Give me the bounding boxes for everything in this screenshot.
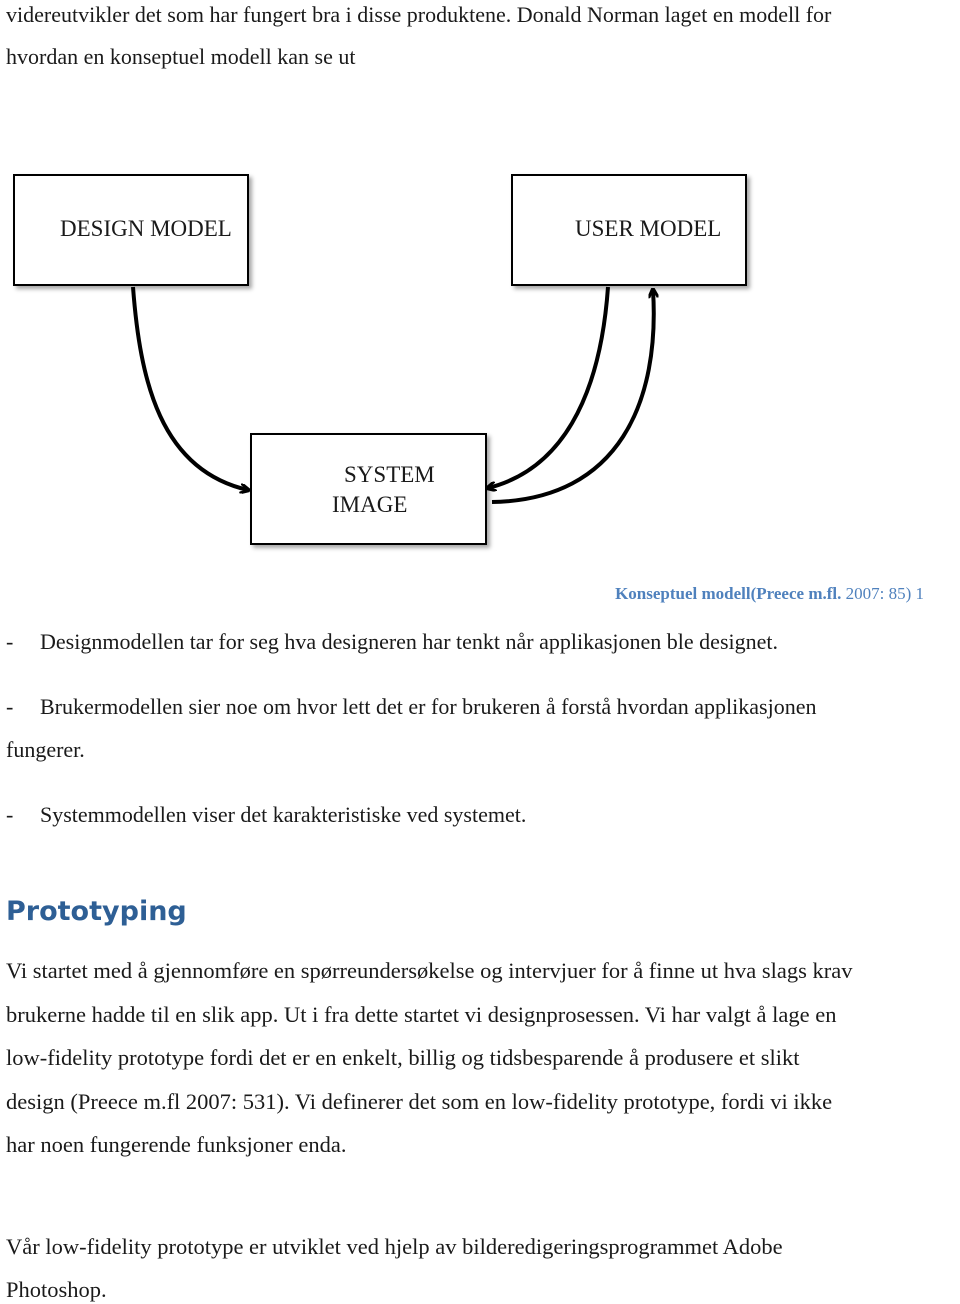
bullet-design-model — [6, 629, 778, 655]
system-image-box — [250, 433, 487, 545]
intro-line-1: videreutvikler det som har fungert bra i disse produktene. Donald Norman laget en modell for — [6, 2, 832, 27]
paragraph-line: har noen fungerende funksjoner enda. — [6, 1132, 347, 1157]
user-model-label: USER MODEL — [575, 216, 722, 241]
section-heading: Prototyping — [6, 896, 187, 927]
paragraph-line: Photoshop. — [6, 1277, 107, 1302]
arrow-design-to-system — [133, 287, 248, 490]
arrow-system-to-user — [492, 290, 654, 502]
system-image-label-1: SYSTEM — [344, 462, 435, 487]
bullet-dash: - — [6, 629, 14, 654]
bullet-text: Systemmodellen viser det karakteristiske ved systemet. — [40, 802, 527, 827]
paragraph-line: Vi startet med å gjennomføre en spørreundersøkelse og intervjuer for å finne ut hva slags krav — [6, 958, 853, 983]
paragraph-line: design (Preece m.fl 2007: 531). Vi definerer det som en low-fidelity prototype, fordi vi ikke — [6, 1089, 833, 1114]
system-image-label-2: IMAGE — [332, 492, 408, 517]
figure-caption — [615, 584, 924, 604]
bullet-user-model — [6, 694, 816, 720]
caption-rest: 2007: 85) 1 — [841, 584, 924, 603]
caption-bold: Konseptuel modell(Preece m.fl. — [615, 584, 842, 603]
design-model-label: DESIGN MODEL — [60, 216, 232, 241]
bullet-user-model-continued: fungerer. — [6, 737, 85, 762]
paragraph-line: low-fidelity prototype fordi det er en enkelt, billig og tidsbesparende å produsere et slikt — [6, 1045, 800, 1070]
bullet-dash: - — [6, 694, 14, 719]
paragraph-line: Vår low-fidelity prototype er utviklet ved hjelp av bilderedigeringsprogrammet Adobe — [6, 1234, 783, 1259]
bullet-text: Designmodellen tar for seg hva designeren har tenkt når applikasjonen ble designet. — [40, 629, 778, 654]
intro-line-2: hvordan en konseptuel modell kan se ut — [6, 44, 356, 69]
bullet-dash: - — [6, 802, 14, 827]
paragraph-line: brukerne hadde til en slik app. Ut i fra dette startet vi designprosessen. Vi har valgt å lage en — [6, 1002, 837, 1027]
bullet-system-model — [6, 802, 526, 828]
conceptual-model-diagram — [0, 0, 960, 610]
arrow-user-to-system — [488, 287, 608, 488]
bullet-text: Brukermodellen sier noe om hvor lett det er for brukeren å forstå hvordan applikasjonen — [40, 694, 817, 719]
